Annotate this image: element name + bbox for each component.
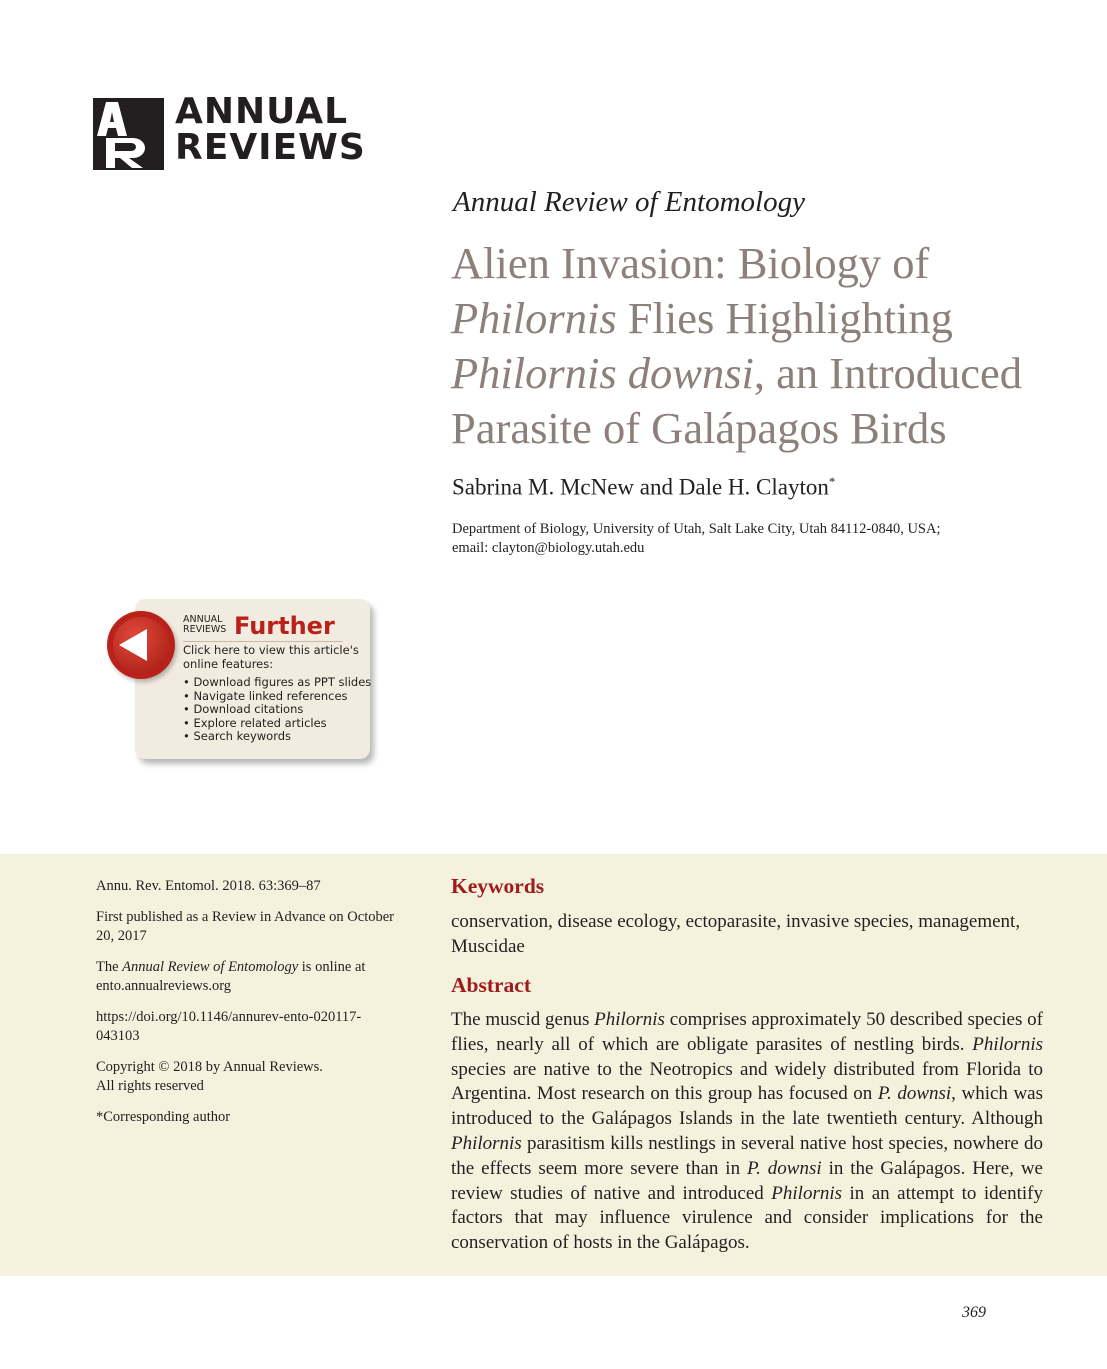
- online-journal-name: Annual Review of Entomology: [122, 958, 299, 975]
- further-brand-annual: ANNUAL: [183, 614, 223, 625]
- ar-logo-mark-icon: [93, 98, 164, 170]
- title-line-1: Alien Invasion: Biology of: [451, 238, 930, 288]
- further-brand-small: [183, 615, 226, 635]
- further-brand-reviews: REVIEWS: [183, 624, 227, 635]
- first-published: First published as a Review in Advance on October 20, 2017: [96, 908, 394, 944]
- further-intro: to view this article's online features:: [183, 643, 359, 671]
- logo-word-reviews: REVIEWS: [175, 127, 366, 168]
- affiliation-line-1: Department of Biology, University of Utah, Salt Lake City, Utah 84112-0840, USA;: [452, 521, 941, 537]
- citation: Annu. Rev. Entomol. 2018. 63:369–87: [96, 878, 321, 894]
- keywords-heading: Keywords: [451, 874, 545, 898]
- doi-link[interactable]: https://doi.org/10.1146/annurev-ento-020117-043103: [96, 1008, 362, 1044]
- further-text: [183, 643, 372, 744]
- author-names: Sabrina M. McNew and Dale H. Clayton: [452, 474, 829, 500]
- title-genus: Philornis: [451, 293, 617, 343]
- further-play-button[interactable]: [107, 611, 175, 679]
- title-species: Philornis downsi: [451, 348, 754, 398]
- further-divider: [183, 641, 343, 642]
- affiliation: [452, 520, 1012, 558]
- further-feature-list: [183, 675, 372, 744]
- publication-sidebar: [96, 877, 396, 1138]
- further-online-features-box[interactable]: [107, 597, 387, 767]
- journal-name: Annual Review of Entomology: [453, 186, 805, 218]
- abstract-text: The muscid genus Philornis comprises approximately 50 described species of flies, nearly all of which are obligate parasites of nestling birds. Philornis species are native to the Neotropics and widely distributed from Florida to Argentina. Most research on this group has focused on P. downsi, which was introduced to the Galápagos Islands in the late twentieth century. Although Philornis parasitism kills nestlings in several native host species, nowhere do the effects seem more severe than in P. downsi in the Galápagos. Here, we review studies of native and introduced Philornis in an attempt to identify factors that may influence virulence and consider implications for the conservation of hosts in the Galápagos.: [451, 1009, 1043, 1254]
- affiliation-email[interactable]: email: clayton@biology.utah.edu: [452, 540, 645, 556]
- authors: [452, 474, 835, 501]
- annual-reviews-logo: [93, 91, 368, 173]
- further-feature-item[interactable]: • Search keywords: [183, 729, 292, 743]
- logo-wordmark: [175, 91, 366, 168]
- page-number: 369: [962, 1304, 986, 1321]
- further-feature-item[interactable]: • Explore related articles: [183, 715, 327, 730]
- logo-word-annual: ANNUAL: [175, 91, 349, 132]
- further-feature-item[interactable]: • Download citations: [183, 702, 304, 716]
- further-feature-item[interactable]: • Navigate linked references: [183, 688, 348, 703]
- further-click-here-link[interactable]: Click here: [183, 643, 240, 657]
- title-line-3-rest: , an Introduced: [753, 348, 1023, 398]
- title-line-3: [451, 346, 1071, 401]
- further-feature-item[interactable]: • Download figures as PPT slides: [183, 675, 372, 689]
- article-title: [451, 236, 1071, 456]
- corresponding-author-note: *Corresponding author: [96, 1108, 231, 1125]
- corresponding-mark: *: [828, 474, 836, 489]
- title-line-4: Parasite of Galápagos Birds: [451, 403, 947, 453]
- copyright: Copyright © 2018 by Annual Reviews. All rights reserved: [96, 1058, 323, 1094]
- play-left-arrow-icon: [107, 611, 175, 679]
- svg-text:AR: AR: [93, 98, 95, 99]
- title-line-2-rest: Flies Highlighting: [616, 293, 953, 343]
- abstract-heading: Abstract: [451, 973, 532, 997]
- keywords-text: conservation, disease ecology, ectoparasite, invasive species, management, Muscidae: [451, 911, 1021, 957]
- further-title: Further: [234, 612, 335, 640]
- online-note: The Annual Review of Entomology is online at ento.annualreviews.org: [96, 958, 366, 994]
- title-line-2: [451, 291, 1071, 346]
